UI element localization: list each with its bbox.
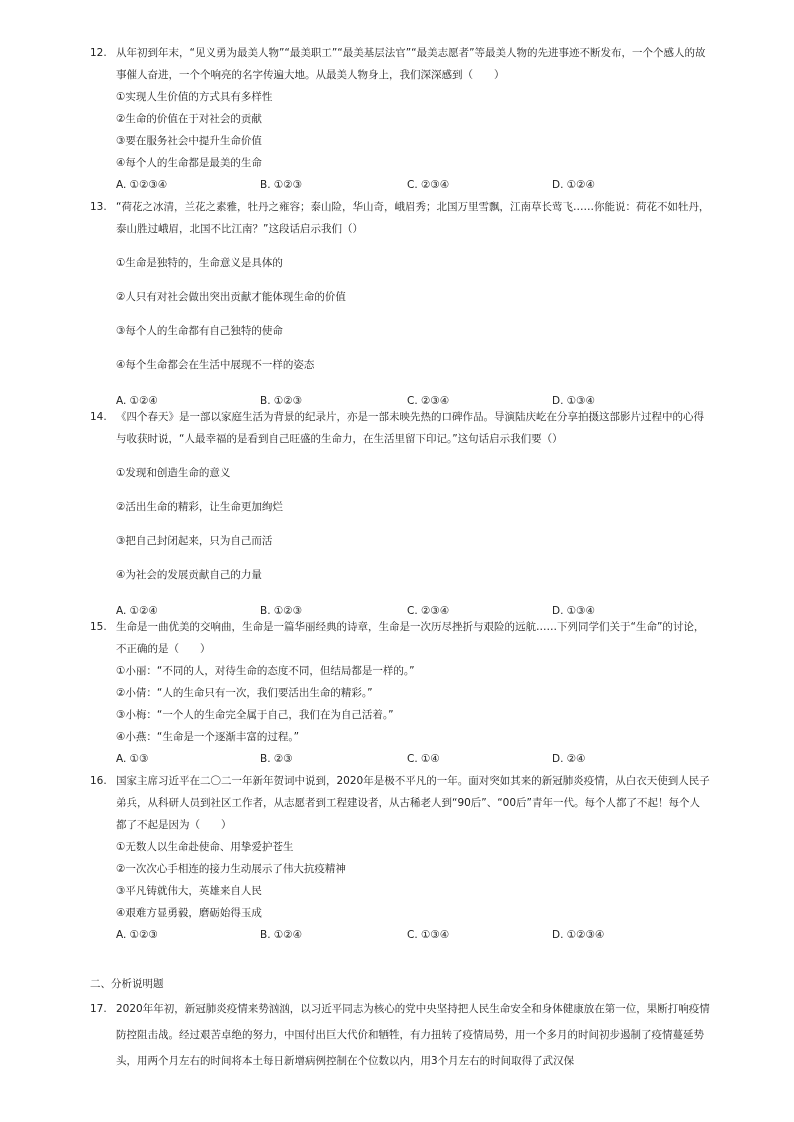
option-item: ①无数人以生命赴使命、用挚爱护苍生 [116,841,294,853]
option-item: ④小燕：“生命是一个逐渐丰富的过程。” [116,731,300,743]
choice-b: B. ①②③ [260,605,303,617]
option-item: ②活出生命的精彩，让生命更加绚烂 [116,501,283,513]
question-text: 2020年年初，新冠肺炎疫情来势汹汹，以习近平同志为核心的党中央坚持把人民生命安全和身体健康放在第一位，果断打响疫情防控阻击战。经过艰苦卓绝的努力，中国付出巨大代价和牺牲，有力扭转了疫情局势，用一个多月的时间初步遏制了疫情蔓延势头，用两个月左右的时间将本土每日新增病例控制在个位数以内，用3个月左右的时间取得了武汉保 [116,1003,710,1067]
question-number: 16. [90,775,107,787]
question-14 [90,406,710,622]
option-item: ②生命的价值在于对社会的贡献 [116,113,262,125]
choice-b: B. ①②③ [260,395,303,407]
question-stem [90,196,710,240]
question-text: “荷花之冰清，兰花之素雅，牡丹之雍容；泰山险，华山奇，峨眉秀；北国万里雪飘，江南草长莺飞……你能说：荷花不如牡丹，泰山胜过峨眉，北国不比江南？”这段话启示我们（） [116,201,710,235]
option-item: ④每个生命都会在生活中展现不一样的姿态 [116,359,315,371]
question-stem [90,770,710,836]
question-stem [90,616,710,660]
answer-choices [90,748,710,770]
option-item: ①发现和创造生命的意义 [116,467,231,479]
choice-d: D. ①③④ [552,395,595,407]
choice-c: C. ②③④ [407,395,450,407]
option-item: ④每个人的生命都是最美的生命 [116,157,262,169]
choice-b: B. ①②④ [260,929,303,941]
option-item: ③小梅：“一个人的生命完全属于自己，我们在为自己活着。” [116,709,394,721]
option-item: ③每个人的生命都有自己独特的使命 [116,325,283,337]
option-item: ②小倩：“人的生命只有一次，我们要活出生命的精彩。” [116,687,373,699]
option-item: ②一次次心手相连的接力生动展示了伟大抗疫精神 [116,863,346,875]
option-item: ②人只有对社会做出突出贡献才能体现生命的价值 [116,291,346,303]
question-number: 15. [90,621,107,633]
question-15 [90,616,710,770]
option-item: ③平凡铸就伟大，英雄来自人民 [116,885,262,897]
choice-a: A. ①②③ [116,929,158,941]
choice-c: C. ②③④ [407,605,450,617]
choice-a: A. ①②④ [116,395,158,407]
choice-b: B. ①②③ [260,179,303,191]
choice-d: D. ②④ [552,753,586,765]
question-16 [90,770,710,946]
choice-d: D. ①②④ [552,179,595,191]
answer-choices [90,174,710,196]
option-item: ④艰难方显勇毅，磨砺始得玉成 [116,907,262,919]
choice-a: A. ①②③④ [116,179,168,191]
choice-a: A. ①②④ [116,605,158,617]
choice-b: B. ②③ [260,753,293,765]
choice-c: C. ②③④ [407,179,450,191]
question-number: 14. [90,411,107,423]
option-item: ④为社会的发展贡献自己的力量 [116,569,262,581]
question-number: 17. [90,1003,107,1015]
choice-d: D. ①②③④ [552,929,605,941]
option-item: ③把自己封闭起来，只为自己而活 [116,535,273,547]
question-number: 13. [90,201,107,213]
section-title: 二、分析说明题 [90,978,164,990]
choice-a: A. ①③ [116,753,149,765]
option-item: ③要在服务社会中提升生命价值 [116,135,262,147]
choice-c: C. ①④ [407,753,440,765]
question-text: 从年初到年末，“见义勇为最美人物”“最美职工”“最美基层法官”“最美志愿者”等最美人物的先进事迹不断发布，一个个感人的故事催人奋进，一个个响亮的名字传遍大地。从最美人物身上，我们深深感到（ ） [116,47,706,81]
choice-d: D. ①③④ [552,605,595,617]
option-item: ①实现人生价值的方式具有多样性 [116,91,273,103]
question-stem [90,42,710,86]
answer-choices [90,924,710,946]
question-13 [90,196,710,412]
question-text: 生命是一曲优美的交响曲，生命是一篇华丽经典的诗章，生命是一次历尽挫折与艰险的远航……下列同学们关于“生命”的讨论，不正确的是（ ） [116,621,705,655]
choice-c: C. ①③④ [407,929,450,941]
question-number: 12. [90,47,107,59]
question-17 [90,996,710,1074]
option-item: ①小丽：“不同的人，对待生命的态度不同，但结局都是一样的。” [116,665,415,677]
question-text: 国家主席习近平在二〇二一年新年贺词中说到，2020年是极不平凡的一年。面对突如其来的新冠肺炎疫情，从白衣天使到人民子弟兵，从科研人员到社区工作者，从志愿者到工程建设者，从古稀老人到“90后”、“00后”青年一代。每个人都了不起！每个人都了不起是因为（ ） [116,775,710,831]
question-text: 《四个春天》是一部以家庭生活为背景的纪录片，亦是一部未映先热的口碑作品。导演陆庆屹在分享拍摄这部影片过程中的心得与收获时说，“人最幸福的是看到自己旺盛的生命力，在生活里留下印记。”这句话启示我们要（） [116,411,704,445]
question-stem [90,996,710,1074]
question-stem [90,406,710,450]
option-item: ①生命是独特的，生命意义是具体的 [116,257,283,269]
question-12 [90,42,710,196]
